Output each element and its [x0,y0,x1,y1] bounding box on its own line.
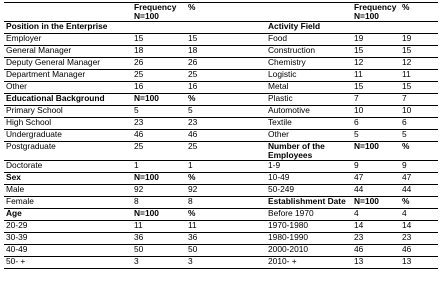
left-label-cell: 40-49 [4,245,132,257]
table-row [4,34,438,46]
left-percent-cell: 3 [186,257,266,269]
right-frequency-cell: 15 [352,46,400,58]
right-percent-cell: 13 [400,257,438,269]
left-label-cell: Department Manager [4,70,132,82]
table-header-row [4,3,438,22]
right-label-cell: Automotive [266,106,352,118]
table-row [4,245,438,257]
right-frequency-cell: 44 [352,185,400,197]
right-frequency-cell: 4 [352,209,400,221]
left-percent-cell: 15 [186,34,266,46]
left-label-cell: General Manager [4,46,132,58]
left-frequency-cell: 15 [132,34,186,46]
left-percent-cell: 1 [186,161,266,173]
left-label-cell: Employer [4,34,132,46]
left-label-cell: 30-39 [4,233,132,245]
right-frequency-cell: 19 [352,34,400,46]
right-label-cell: 2000-2010 [266,245,352,257]
right-label-cell: Food [266,34,352,46]
left-frequency-cell [132,22,186,34]
right-percent-cell: 15 [400,46,438,58]
right-frequency-cell: 6 [352,118,400,130]
right-label-cell: Construction [266,46,352,58]
right-percent-cell: 19 [400,34,438,46]
left-label-cell: Age [4,209,132,221]
right-percent-cell: 11 [400,70,438,82]
right-percent-cell: 7 [400,94,438,106]
right-label-cell: Establishment Date [266,197,352,209]
right-percent-cell: % [400,197,438,209]
left-percent-cell: 92 [186,185,266,197]
left-frequency-cell: 16 [132,82,186,94]
left-label-cell: Educational Background [4,94,132,106]
table-row [4,257,438,269]
right-label-cell: Metal [266,82,352,94]
left-percent-cell: 5 [186,106,266,118]
right-percent-cell: 23 [400,233,438,245]
left-frequency-cell: 18 [132,46,186,58]
table-row [4,233,438,245]
left-percent-cell: 36 [186,233,266,245]
left-percent-cell: % [186,173,266,185]
left-frequency-cell: 1 [132,161,186,173]
right-label-cell: Other [266,130,352,142]
header-frequency-left: Frequency N=100 [132,3,186,22]
table-row [4,161,438,173]
right-percent-cell: 14 [400,221,438,233]
right-frequency-cell: 47 [352,173,400,185]
left-label-cell: 50- + [4,257,132,269]
right-percent-cell: 15 [400,82,438,94]
header-percent-left: % [186,3,266,22]
right-frequency-cell: 7 [352,94,400,106]
right-frequency-cell: 10 [352,106,400,118]
table-row [4,82,438,94]
left-percent-cell: 25 [186,70,266,82]
left-percent-cell: 46 [186,130,266,142]
left-frequency-cell: 23 [132,118,186,130]
left-frequency-cell: N=100 [132,94,186,106]
right-frequency-cell: 11 [352,70,400,82]
left-frequency-cell: 5 [132,106,186,118]
table-row [4,130,438,142]
left-frequency-cell: N=100 [132,173,186,185]
table-row [4,94,438,106]
right-percent-cell: % [400,142,438,161]
table-row [4,106,438,118]
table-row [4,221,438,233]
table-row [4,142,438,161]
right-frequency-cell: 5 [352,130,400,142]
right-label-cell: Plastic [266,94,352,106]
left-percent-cell: 8 [186,197,266,209]
right-frequency-cell: 14 [352,221,400,233]
right-percent-cell: 4 [400,209,438,221]
left-percent-cell: 23 [186,118,266,130]
header-frequency-right: Frequency N=100 [352,3,400,22]
table-row [4,173,438,185]
table-row [4,185,438,197]
left-label-cell: High School [4,118,132,130]
right-frequency-cell: 9 [352,161,400,173]
right-frequency-cell: 15 [352,82,400,94]
left-frequency-cell: 3 [132,257,186,269]
right-percent-cell: 6 [400,118,438,130]
left-label-cell: 20-29 [4,221,132,233]
right-label-cell: Textile [266,118,352,130]
left-label-cell: Other [4,82,132,94]
left-label-cell: Sex [4,173,132,185]
demographics-table [4,2,438,269]
table-row [4,70,438,82]
table-row [4,118,438,130]
left-label-cell: Postgraduate [4,142,132,161]
left-frequency-cell: 26 [132,58,186,70]
right-frequency-cell: N=100 [352,197,400,209]
right-frequency-cell: N=100 [352,142,400,161]
right-percent-cell: 5 [400,130,438,142]
left-label-cell: Primary School [4,106,132,118]
table-row [4,46,438,58]
left-frequency-cell: 36 [132,233,186,245]
left-label-cell: Female [4,197,132,209]
right-label-cell: Logistic [266,70,352,82]
table-row [4,197,438,209]
right-label-cell: Before 1970 [266,209,352,221]
left-frequency-cell: 92 [132,185,186,197]
left-percent-cell: 16 [186,82,266,94]
left-percent-cell: 11 [186,221,266,233]
left-label-cell: Deputy General Manager [4,58,132,70]
right-percent-cell: 10 [400,106,438,118]
left-frequency-cell: N=100 [132,209,186,221]
right-frequency-cell: 13 [352,257,400,269]
right-label-cell: 10-49 [266,173,352,185]
table-row [4,209,438,221]
right-percent-cell: 46 [400,245,438,257]
left-label-cell: Male [4,185,132,197]
right-label-cell: 1970-1980 [266,221,352,233]
right-frequency-cell: 23 [352,233,400,245]
header-empty-left [4,3,132,22]
right-percent-cell: 47 [400,173,438,185]
right-percent-cell: 44 [400,185,438,197]
right-percent-cell: 9 [400,161,438,173]
left-label-cell: Undergraduate [4,130,132,142]
right-label-cell: Chemistry [266,58,352,70]
left-percent-cell: % [186,209,266,221]
table-body [4,22,438,269]
right-frequency-cell [352,22,400,34]
table-row [4,58,438,70]
left-label-cell: Position in the Enterprise [4,22,132,34]
right-label-cell: Number of the Employees [266,142,352,161]
left-percent-cell: 25 [186,142,266,161]
left-percent-cell: 50 [186,245,266,257]
left-label-cell: Doctorate [4,161,132,173]
table-row [4,22,438,34]
right-label-cell: 1980-1990 [266,233,352,245]
right-label-cell: 2010- + [266,257,352,269]
header-empty-right [266,3,352,22]
left-frequency-cell: 11 [132,221,186,233]
right-label-cell: 50-249 [266,185,352,197]
left-frequency-cell: 8 [132,197,186,209]
left-percent-cell [186,22,266,34]
left-frequency-cell: 25 [132,142,186,161]
right-label-cell: Activity Field [266,22,352,34]
right-frequency-cell: 46 [352,245,400,257]
left-frequency-cell: 46 [132,130,186,142]
left-percent-cell: % [186,94,266,106]
left-frequency-cell: 50 [132,245,186,257]
right-label-cell: 1-9 [266,161,352,173]
left-frequency-cell: 25 [132,70,186,82]
right-percent-cell [400,22,438,34]
right-frequency-cell: 12 [352,58,400,70]
header-percent-right: % [400,3,438,22]
left-percent-cell: 26 [186,58,266,70]
right-percent-cell: 12 [400,58,438,70]
left-percent-cell: 18 [186,46,266,58]
